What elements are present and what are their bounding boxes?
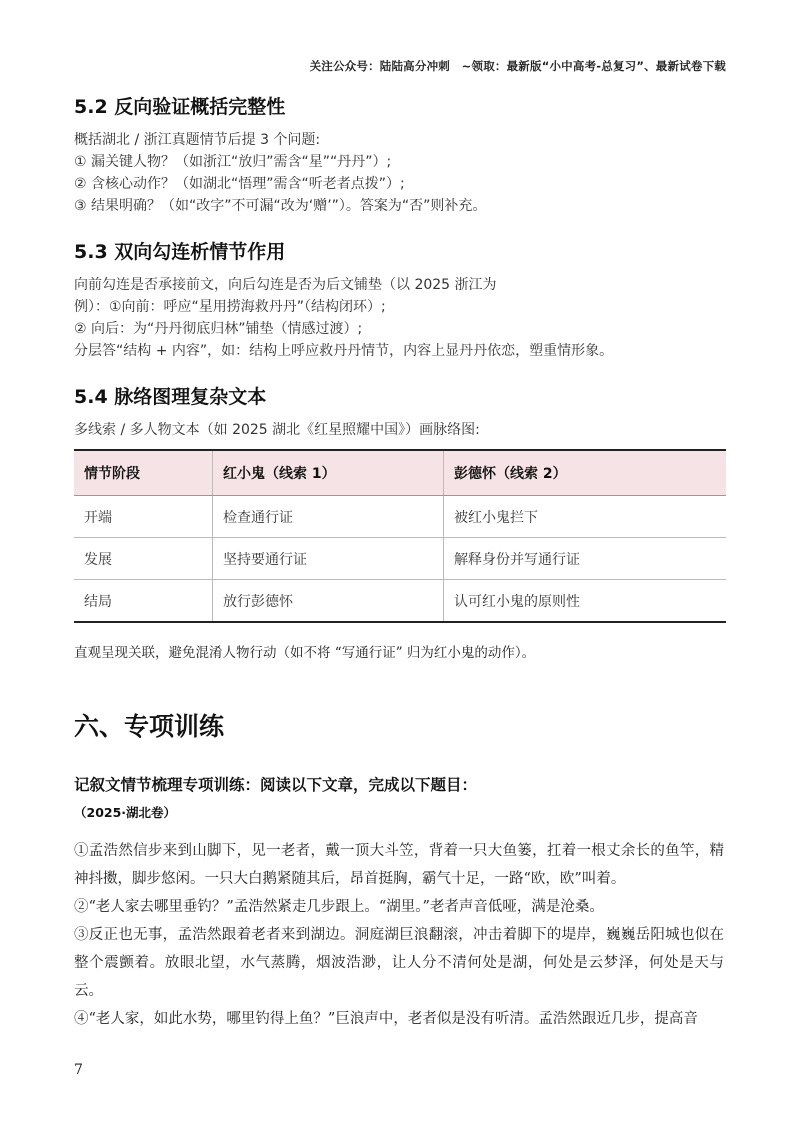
table-header-cell: 情节阶段 [74,450,213,496]
table-row [74,538,726,580]
passage-paragraph: ③反正也无事，孟浩然跟着老者来到湖边。洞庭湖巨浪翻滚，冲击着脚下的堤岸，巍巍岳阳城也似在整个震颤着。放眼北望，水气蒸腾，烟波浩渺，让人分不清何处是湖，何处是云梦泽，何处是天与云。 [74,927,724,999]
table-cell: 解释身份并写通行证 [444,538,727,580]
table-cell: 检查通行证 [213,496,444,538]
table-cell: 开端 [74,496,213,538]
exercise-source: （2025·湖北卷） [74,805,177,820]
section-5-3 [74,237,724,362]
text-line: 例）：①向前：呼应“星用捞海救丹丹”（结构闭环）; [74,299,386,315]
section-title: 5.4 脉络图理复杂文本 [74,386,267,408]
page-number: 7 [74,1062,83,1078]
section-title: 5.2 反向验证概括完整性 [74,96,286,118]
table-row [74,496,726,538]
text-line: ① 漏关键人物？（如浙江“放归”需含“星”“丹丹”）; [74,154,392,170]
text-line: ② 含核心动作？（如湖北“悟理”需含“听老者点拨”）; [74,176,405,192]
chapter-title: 六、专项训练 [74,712,225,741]
section-5-4 [74,382,724,661]
table-cell: 放行彭德怀 [213,580,444,623]
table-cell: 结局 [74,580,213,623]
table-cell: 认可红小鬼的原则性 [444,580,727,623]
plot-thread-table [74,449,726,623]
text-line: 概括湖北 / 浙江真题情节后提 3 个问题: [74,132,321,148]
table-header-cell: 彭德怀（线索 2） [444,450,727,496]
section-5-2 [74,92,724,217]
passage-paragraph: ①孟浩然信步来到山脚下，见一老者，戴一顶大斗笠，背着一只大鱼篓，扛着一根丈余长的鱼竿，精神抖擞，脚步悠闲。一只大白鹅紧随其后，昂首挺胸，霸气十足，一路“欧，欧”叫着。 [74,843,724,887]
section-intro: 多线索 / 多人物文本（如 2025 湖北《红星照耀中国》）画脉络图: [74,422,480,438]
section-title: 5.3 双向勾连析情节作用 [74,241,286,263]
table-cell: 被红小鬼拦下 [444,496,727,538]
table-header-row [74,450,726,496]
table-note: 直观呈现关联，避免混淆人物行动（如不将 “写通行证” 归为红小鬼的动作）。 [74,645,536,661]
passage-paragraph: ④“老人家，如此水势，哪里钓得上鱼？”巨浪声中，老者似是没有听清。孟浩然跟近几步，提高音 [74,1011,698,1027]
text-line: ③ 结果明确？（如“改字”不可漏“改为‘赠’”）。答案为“否”则补充。 [74,198,487,214]
table-row [74,580,726,623]
page-content [74,92,724,1033]
table-cell: 发展 [74,538,213,580]
text-line: 分层答“结构 + 内容”，如：结构上呼应救丹丹情节，内容上显丹丹依恋，塑重情形象。 [74,343,614,359]
table-header-cell: 红小鬼（线索 1） [213,450,444,496]
text-line: 向前勾连是否承接前文，向后勾连是否为后文铺垫（以 2025 浙江为 [74,277,497,293]
page-header: 关注公众号：陆陆高分冲刺 ~领取：最新版“小中高考-总复习”、最新试卷下载 [309,59,726,73]
passage-paragraph: ②“老人家去哪里垂钓？”孟浩然紧走几步跟上。“湖里。”老者声音低哑，满是沧桑。 [74,899,604,915]
exercise-instruction: 记叙文情节梳理专项训练：阅读以下文章，完成以下题目： [74,776,478,794]
text-line: ② 向后：为“丹丹彻底归林”铺垫（情感过渡）; [74,321,363,337]
table-cell: 坚持要通行证 [213,538,444,580]
